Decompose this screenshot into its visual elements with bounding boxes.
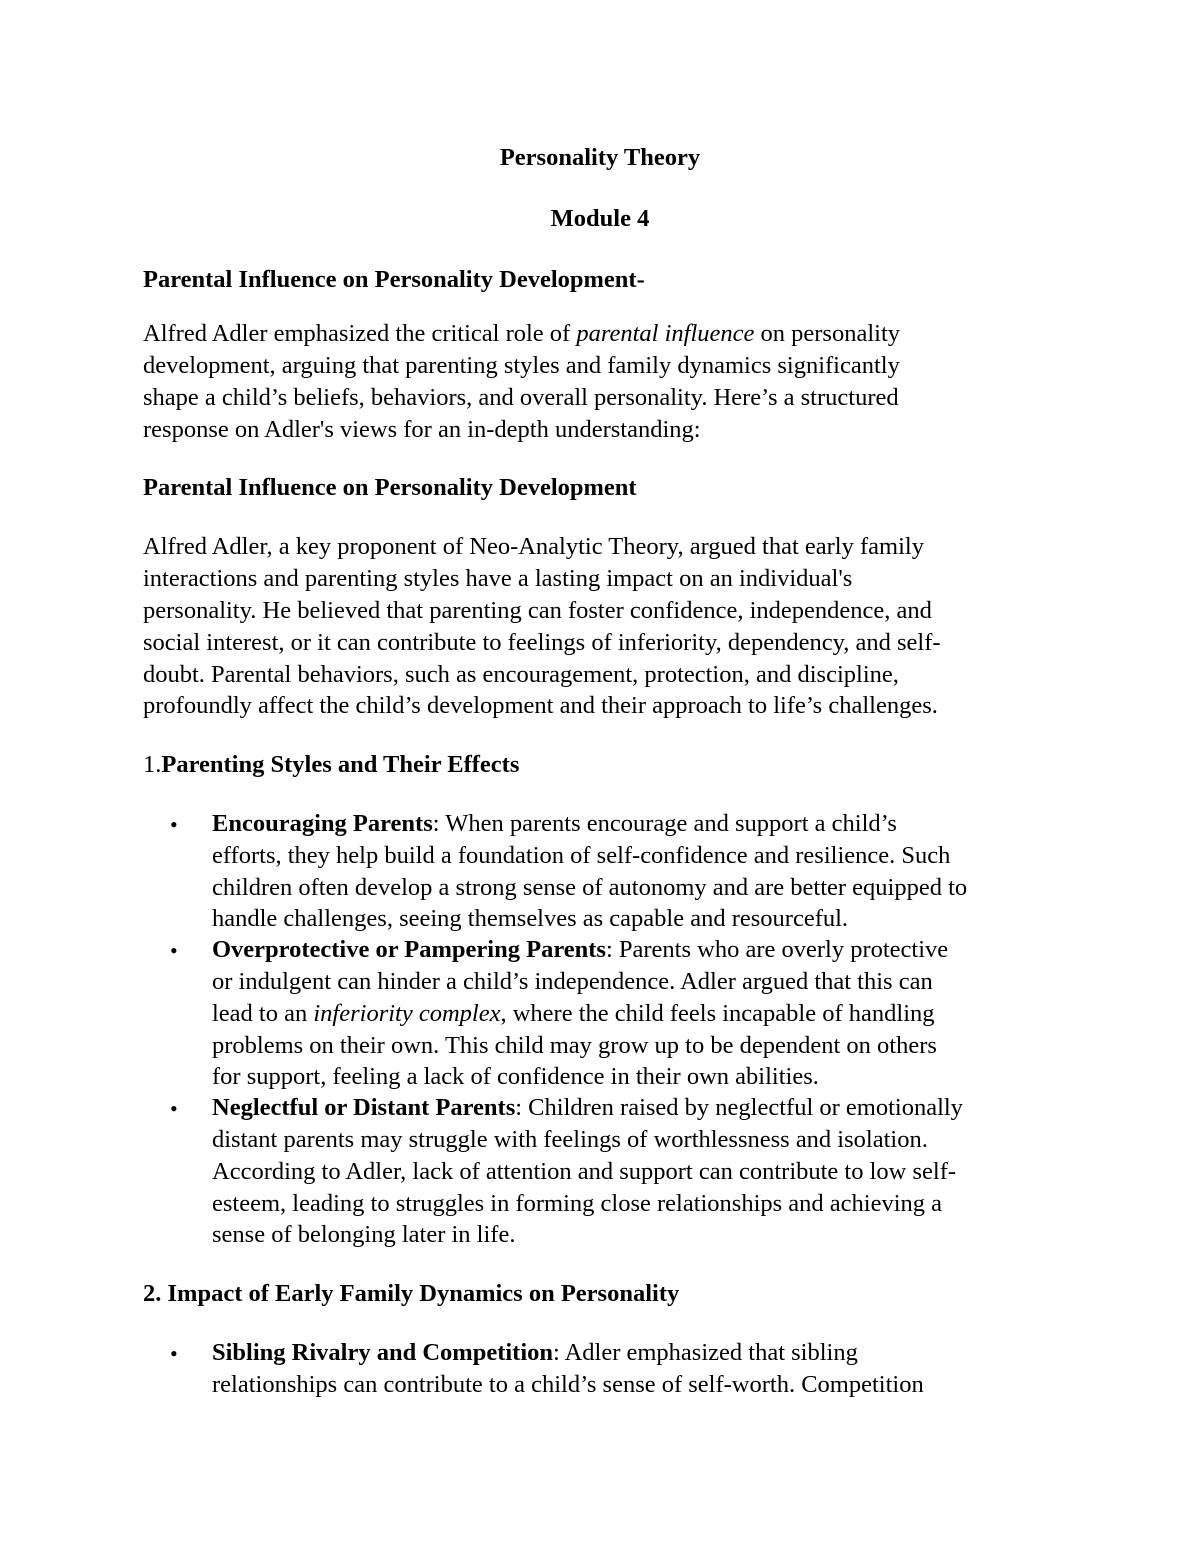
list-item-line: lead to an inferiority complex, where the child feels incapable of handling	[212, 1000, 935, 1027]
bullet-icon: •	[170, 812, 178, 837]
intro-line: shape a child’s beliefs, behaviors, and overall personality. Here’s a structured	[143, 384, 899, 411]
document-title: Personality Theory	[499, 144, 701, 171]
section-heading-family-dynamics: 2. Impact of Early Family Dynamics on Personality	[143, 1280, 680, 1307]
intro-line: response on Adler's views for an in-depth understanding:	[143, 416, 701, 443]
list-item-line: esteem, leading to struggles in forming close relationships and achieving a	[212, 1190, 943, 1217]
list-item-line: distant parents may struggle with feelings of worthlessness and isolation.	[212, 1126, 928, 1153]
list-item-line: sense of belonging later in life.	[212, 1221, 516, 1248]
paragraph-line: profoundly affect the child’s development and their approach to life’s challenges.	[143, 692, 938, 719]
list-item-line: or indulgent can hinder a child’s independence. Adler argued that this can	[212, 968, 933, 995]
list-item-line: children often develop a strong sense of autonomy and are better equipped to	[212, 874, 968, 901]
list-item-line: Sibling Rivalry and Competition: Adler emphasized that sibling	[212, 1339, 858, 1366]
list-item-line: Neglectful or Distant Parents: Children raised by neglectful or emotionally	[212, 1094, 963, 1121]
list-item-line: handle challenges, seeing themselves as capable and resourceful.	[212, 905, 849, 932]
list-item-line: According to Adler, lack of attention and support can contribute to low self-	[212, 1158, 957, 1185]
list-item-line: Encouraging Parents: When parents encourage and support a child’s	[212, 810, 897, 837]
list-item-line: problems on their own. This child may grow up to be dependent on others	[212, 1032, 937, 1059]
heading-parental-influence: Parental Influence on Personality Development	[143, 474, 637, 501]
bullet-icon: •	[170, 1341, 178, 1366]
heading-parental-influence-intro: Parental Influence on Personality Development-	[143, 266, 645, 293]
bullet-icon: •	[170, 938, 178, 963]
paragraph-line: personality. He believed that parenting can foster confidence, independence, and	[143, 597, 932, 624]
list-item-line: relationships can contribute to a child’s sense of self-worth. Competition	[212, 1371, 924, 1398]
intro-line: Alfred Adler emphasized the critical role of parental influence on personality	[143, 320, 901, 347]
list-item-line: efforts, they help build a foundation of self-confidence and resilience. Such	[212, 842, 951, 869]
paragraph-line: doubt. Parental behaviors, such as encouragement, protection, and discipline,	[143, 661, 899, 688]
module-label: Module 4	[550, 205, 650, 232]
paragraph-line: Alfred Adler, a key proponent of Neo-Analytic Theory, argued that early family	[143, 533, 924, 560]
paragraph-line: social interest, or it can contribute to feelings of inferiority, dependency, and self-	[143, 629, 941, 656]
paragraph-line: interactions and parenting styles have a lasting impact on an individual's	[143, 565, 853, 592]
emphasis-parental-influence: parental influence	[576, 320, 755, 347]
section-heading-parenting-styles: 1.Parenting Styles and Their Effects	[143, 751, 520, 778]
bullet-icon: •	[170, 1096, 178, 1121]
list-item-line: for support, feeling a lack of confidence in their own abilities.	[212, 1063, 819, 1090]
intro-line: development, arguing that parenting styles and family dynamics significantly	[143, 352, 900, 379]
list-item-line: Overprotective or Pampering Parents: Parents who are overly protective	[212, 936, 949, 963]
emphasis-inferiority-complex: inferiority complex	[313, 1000, 501, 1027]
